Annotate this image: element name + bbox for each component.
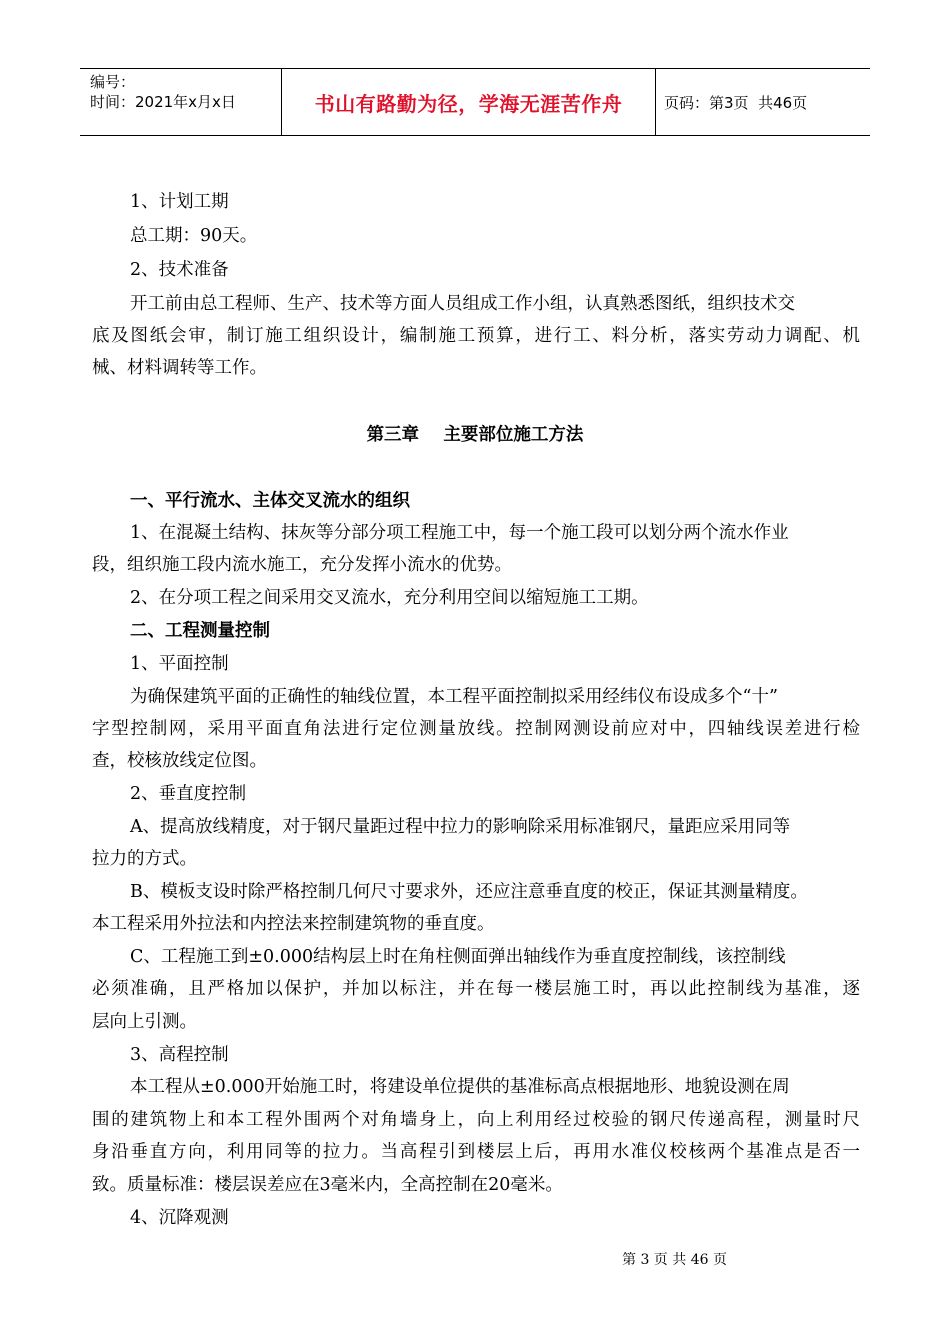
paragraph-line: 2、技术准备 [130, 260, 229, 280]
header-meta [80, 69, 282, 135]
paragraph-line: 必须准确，且严格加以保护，并加以标注，并在每一楼层施工时，再以此控制线为基准，逐 [92, 979, 860, 999]
paragraph-line: C、工程施工到±0.000结构层上时在角柱侧面弹出轴线作为垂直度控制线，该控制线 [130, 947, 786, 967]
paragraph-line: 底及图纸会审，制订施工组织设计，编制施工预算，进行工、料分析，落实劳动力调配、机 [92, 326, 860, 346]
subsection-heading: 2、垂直度控制 [130, 784, 247, 804]
paragraph-line: B、模板支设时除严格控制几何尺寸要求外，还应注意垂直度的校正，保证其测量精度。 [130, 882, 808, 902]
header-motto: 书山有路勤为径，学海无涯苦作舟 [282, 69, 656, 135]
subsection-heading: 3、高程控制 [130, 1045, 229, 1065]
paragraph-line: 层向上引测。 [92, 1012, 197, 1032]
chapter-title: 第三章 主要部位施工方法 [366, 425, 584, 445]
paragraph-line: 1、计划工期 [130, 192, 229, 212]
paragraph-line: 查，校核放线定位图。 [92, 751, 267, 771]
paragraph-line: 字型控制网，采用平面直角法进行定位测量放线。控制网测设前应对中，四轴线误差进行检 [92, 719, 860, 739]
section-heading: 二、工程测量控制 [130, 621, 270, 641]
subsection-heading: 1、平面控制 [130, 654, 229, 674]
paragraph-line: 围的建筑物上和本工程外围两个对角墙身上，向上利用经过校验的钢尺传递高程，测量时尺 [92, 1110, 860, 1130]
paragraph-line: 致。质量标准：楼层误差应在3毫米内，全高控制在20毫米。 [92, 1175, 563, 1195]
subsection-heading: 4、沉降观测 [130, 1208, 229, 1228]
paragraph-line: 开工前由总工程师、生产、技术等方面人员组成工作小组，认真熟悉图纸，组织技术交 [130, 294, 795, 314]
paragraph-line: 段，组织施工段内流水施工，充分发挥小流水的优势。 [92, 555, 512, 575]
paragraph-line: 身沿垂直方向，利用同等的拉力。当高程引到楼层上后，再用水准仪校核两个基准点是否一 [92, 1142, 860, 1162]
paragraph-line: 为确保建筑平面的正确性的轴线位置，本工程平面控制拟采用经纬仪布设成多个“十” [130, 687, 778, 707]
page-footer: 第 3 页 共 46 页 [622, 1252, 727, 1268]
paragraph-line: 1、在混凝土结构、抹灰等分部分项工程施工中，每一个施工段可以划分两个流水作业 [130, 523, 789, 543]
paragraph-line: 本工程从±0.000开始施工时，将建设单位提供的基准标高点根据地形、地貌设测在周 [130, 1077, 790, 1097]
paragraph-line: A、提高放线精度，对于钢尺量距过程中拉力的影响除采用标准钢尺，量距应采用同等 [130, 817, 791, 837]
paragraph-line: 总工期：90天。 [130, 226, 258, 246]
serial-label: 编号： [90, 73, 136, 91]
paragraph-line: 本工程采用外拉法和内控法来控制建筑物的垂直度。 [92, 914, 495, 934]
page-header [80, 68, 870, 136]
header-page-info [656, 69, 870, 135]
time-label: 时间：2021年x月x日 [90, 93, 236, 111]
section-heading: 一、平行流水、主体交叉流水的组织 [130, 491, 410, 511]
paragraph-line: 拉力的方式。 [92, 849, 197, 869]
paragraph-line: 2、在分项工程之间采用交叉流水，充分利用空间以缩短施工工期。 [130, 588, 649, 608]
page-info-text: 页码：第3页 共46页 [664, 93, 808, 112]
paragraph-line: 械、材料调转等工作。 [92, 358, 267, 378]
